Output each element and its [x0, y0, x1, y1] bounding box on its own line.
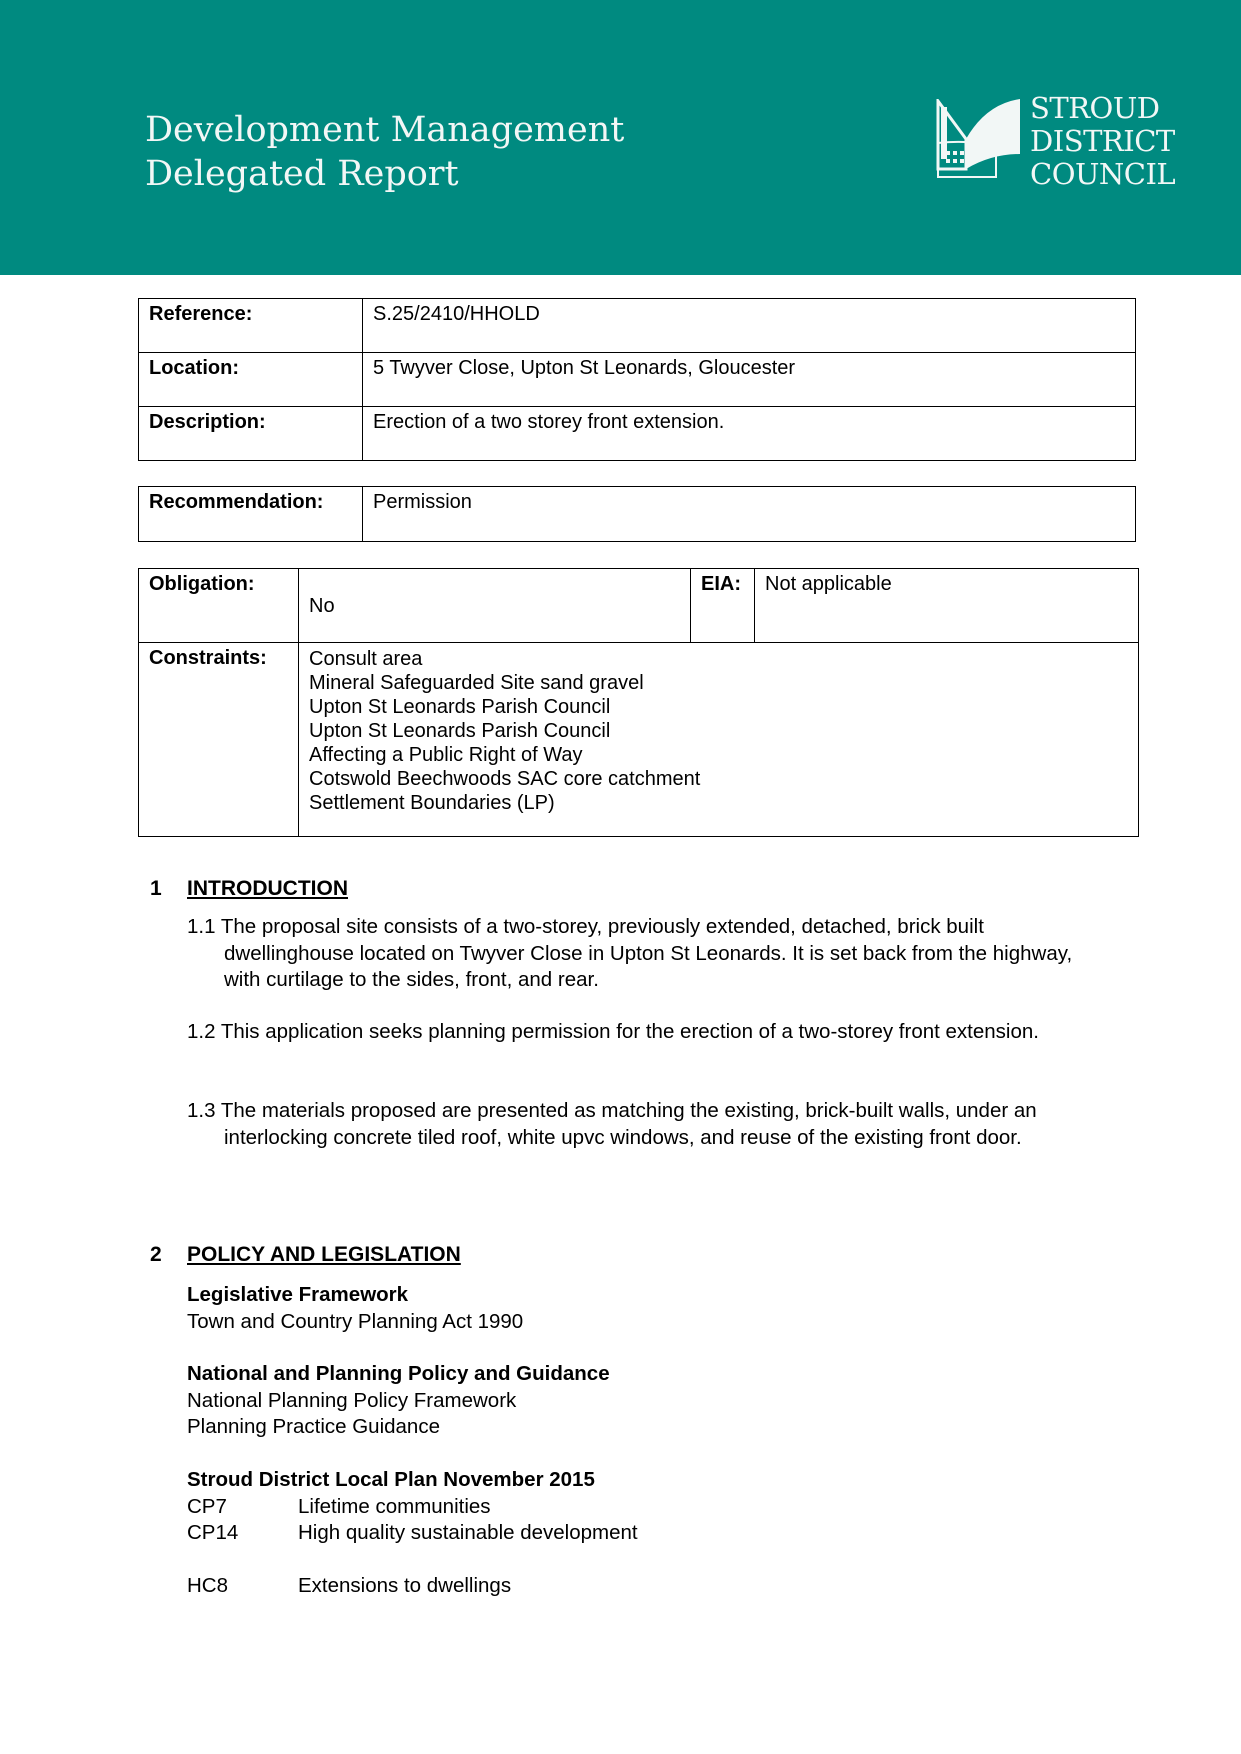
policy-row: [187, 1494, 638, 1521]
constraint-item: Affecting a Public Right of Way: [309, 744, 583, 766]
table-row: [139, 299, 1136, 353]
report-title: [145, 108, 624, 196]
details-table: [138, 568, 1139, 837]
obligation-value: No: [299, 569, 691, 643]
logo-line: STROUD: [1030, 91, 1160, 125]
legislative-framework: [187, 1282, 523, 1335]
constraints-list: [299, 643, 1139, 837]
title-line-2: Delegated Report: [145, 154, 459, 194]
policy-row: [187, 1573, 638, 1600]
paragraph-1-2: 1.2 This application seeks planning permission for the erection of a two-storey front extension.: [187, 1020, 1039, 1043]
section-title: INTRODUCTION: [187, 877, 348, 900]
table-row: [139, 487, 1136, 542]
constraint-item: Consult area: [309, 648, 423, 670]
recommendation-table: [138, 486, 1136, 542]
constraints-label: Constraints:: [139, 643, 299, 837]
report-header: [0, 0, 1241, 275]
council-logo: [936, 92, 1175, 191]
constraint-item: Cotswold Beechwoods SAC core catchment: [309, 768, 701, 790]
constraint-item: Settlement Boundaries (LP): [309, 792, 555, 814]
table-row: [139, 407, 1136, 461]
local-plan: [187, 1467, 638, 1600]
council-logo-text: [1030, 92, 1175, 191]
recommendation-label: Recommendation:: [139, 487, 363, 542]
table-row: [139, 643, 1139, 837]
policy-code: CP14: [187, 1521, 239, 1544]
policy-name: Extensions to dwellings: [298, 1574, 512, 1597]
constraint-item: Upton St Leonards Parish Council: [309, 696, 611, 718]
reference-label: Reference:: [139, 299, 363, 353]
subheading: Legislative Framework: [187, 1283, 409, 1306]
section-number: 2: [150, 1243, 162, 1266]
policy-item: Town and Country Planning Act 1990: [187, 1309, 524, 1333]
policy-code: HC8: [187, 1574, 229, 1597]
subheading: Stroud District Local Plan November 2015: [187, 1468, 595, 1491]
summary-table: [138, 298, 1136, 461]
location-value: 5 Twyver Close, Upton St Leonards, Gloucester: [363, 353, 1136, 407]
description-label: Description:: [139, 407, 363, 461]
obligation-label: Obligation:: [139, 569, 299, 643]
national-policy: [187, 1361, 610, 1441]
eia-label: EIA:: [691, 569, 755, 643]
subheading: National and Planning Policy and Guidance: [187, 1362, 610, 1385]
paragraph-1-1: 1.1 The proposal site consists of a two-storey, previously extended, detached, brick built dwellinghouse located on Twyver Close in Upton St Leonards. It is set back from the highway, with curtilage to the sides, front, and rear.: [187, 915, 1073, 991]
recommendation-value: Permission: [363, 487, 1136, 542]
section-number: 1: [150, 877, 162, 900]
constraint-item: Upton St Leonards Parish Council: [309, 720, 611, 742]
eia-value: Not applicable: [755, 569, 1139, 643]
council-emblem-icon: [936, 99, 1022, 185]
description-value: Erection of a two storey front extension.: [363, 407, 1136, 461]
title-line-1: Development Management: [145, 110, 625, 150]
policy-item: Planning Practice Guidance: [187, 1415, 440, 1438]
policy-row: [187, 1520, 638, 1547]
reference-value: S.25/2410/HHOLD: [363, 299, 1136, 353]
table-row: [139, 569, 1139, 643]
paragraph-1-3: 1.3 The materials proposed are presented as matching the existing, brick-built walls, under an interlocking concrete tiled roof, white upvc windows, and reuse of the existing front door.: [187, 1099, 1037, 1149]
policy-item: National Planning Policy Framework: [187, 1388, 517, 1412]
policy-code: CP7: [187, 1494, 227, 1518]
policy-name: Lifetime communities: [298, 1494, 491, 1518]
logo-line: DISTRICT: [1030, 124, 1175, 158]
policy-name: High quality sustainable development: [298, 1521, 638, 1544]
table-row: [139, 353, 1136, 407]
logo-line: COUNCIL: [1030, 157, 1176, 191]
section-title: POLICY AND LEGISLATION: [187, 1243, 461, 1266]
location-label: Location:: [139, 353, 363, 407]
constraint-item: Mineral Safeguarded Site sand gravel: [309, 672, 644, 694]
